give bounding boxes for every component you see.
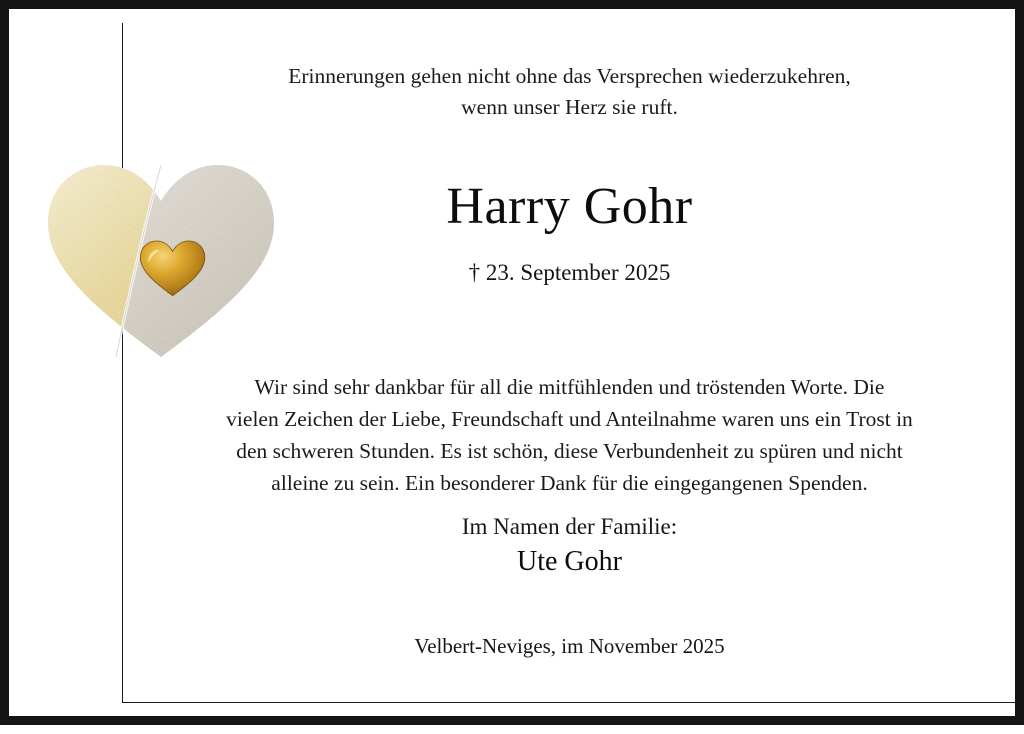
verse-line: Erinnerungen gehen nicht ohne das Versprechen wiederzukehren,: [288, 64, 851, 88]
family-label: Im Namen der Familie:: [461, 514, 678, 539]
verse-line: wenn unser Herz sie ruft.: [461, 95, 678, 119]
family-name: Ute Gohr: [517, 546, 622, 577]
thanks-line: Wir sind sehr dankbar für all die mitfühlenden und tröstenden Worte. Die: [254, 375, 885, 399]
place-and-date: Velbert-Neviges, im November 2025: [414, 634, 725, 658]
deceased-name: Harry Gohr: [446, 178, 693, 235]
thanks-line: alleine zu sein. Ein besonderer Dank für die eingegangenen Spenden.: [271, 471, 868, 495]
thanks-line: den schweren Stunden. Es ist schön, diese Verbundenheit zu spüren und nicht: [236, 439, 903, 463]
death-date: † 23. September 2025: [468, 260, 671, 285]
thanks-paragraph: [162, 371, 977, 499]
memorial-text-block: [122, 9, 1017, 734]
thanks-line: vielen Zeichen der Liebe, Freundschaft und Anteilnahme waren uns ein Trost in: [226, 407, 913, 431]
verse: [122, 61, 1017, 123]
